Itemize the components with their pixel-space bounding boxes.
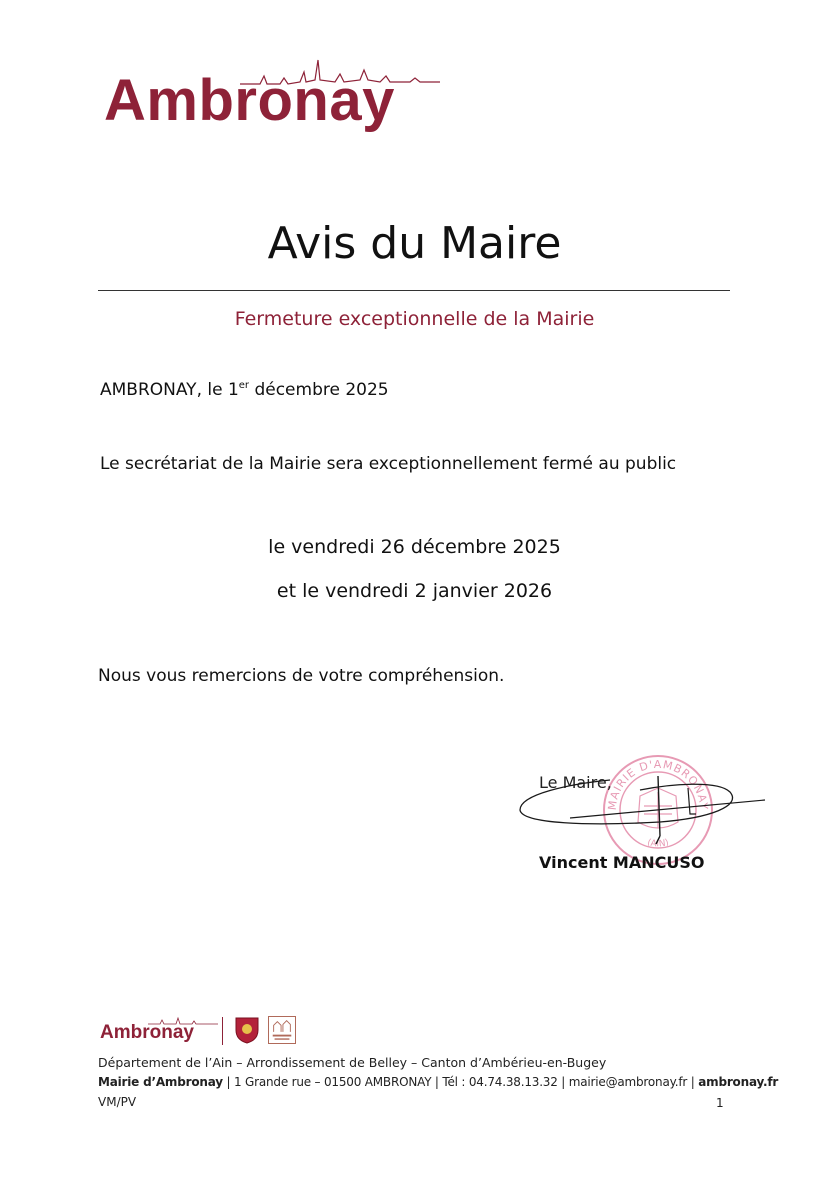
footer-mairie: Mairie d’Ambronay xyxy=(98,1075,223,1089)
subtitle: Fermeture exceptionnelle de la Mairie xyxy=(234,308,595,330)
closure-date-2: et le vendredi 2 janvier 2026 xyxy=(276,580,553,602)
footer-address: | 1 Grande rue – 01500 AMBRONAY | Tél : 04.74.38.13.32 | mairie@ambronay.fr | xyxy=(222,1075,699,1089)
signature-label: Le Maire, xyxy=(539,773,612,792)
stamp-text-bottom: (AIN) xyxy=(646,837,670,850)
page-title: Avis du Maire xyxy=(267,218,562,269)
footer-line-1: Département de l’Ain – Arrondissement de Belley – Canton d’Ambérieu-en-Bugey xyxy=(98,1055,607,1070)
stamp-text-top: MAIRIE D'AMBRONAY xyxy=(605,757,711,811)
mayor-name: Vincent MANCUSO xyxy=(539,853,705,872)
crest-icon xyxy=(234,1016,260,1044)
place-date xyxy=(100,380,389,400)
footer-line-2 xyxy=(98,1075,778,1089)
footer-reference: VM/PV xyxy=(98,1095,137,1109)
page-number: 1 xyxy=(716,1096,724,1110)
place-date-sup: er xyxy=(238,380,250,391)
closure-date-1: le vendredi 26 décembre 2025 xyxy=(268,536,561,558)
thanks-text: Nous vous remercions de votre compréhension. xyxy=(98,666,505,686)
handwritten-signature xyxy=(510,770,770,850)
ambronay-logo xyxy=(100,52,440,152)
footer-separator xyxy=(222,1017,223,1045)
place-date-prefix: AMBRONAY, le 1 xyxy=(100,380,239,400)
village-label-icon xyxy=(268,1016,296,1044)
title-divider xyxy=(98,290,730,291)
footer-logo-text: Ambronay xyxy=(100,1022,194,1043)
footer-website: ambronay.fr xyxy=(698,1075,779,1089)
body-text: Le secrétariat de la Mairie sera exceptionnellement fermé au public xyxy=(100,454,677,474)
place-date-suffix: décembre 2025 xyxy=(249,380,389,400)
logo-text: Ambronay xyxy=(104,68,395,133)
